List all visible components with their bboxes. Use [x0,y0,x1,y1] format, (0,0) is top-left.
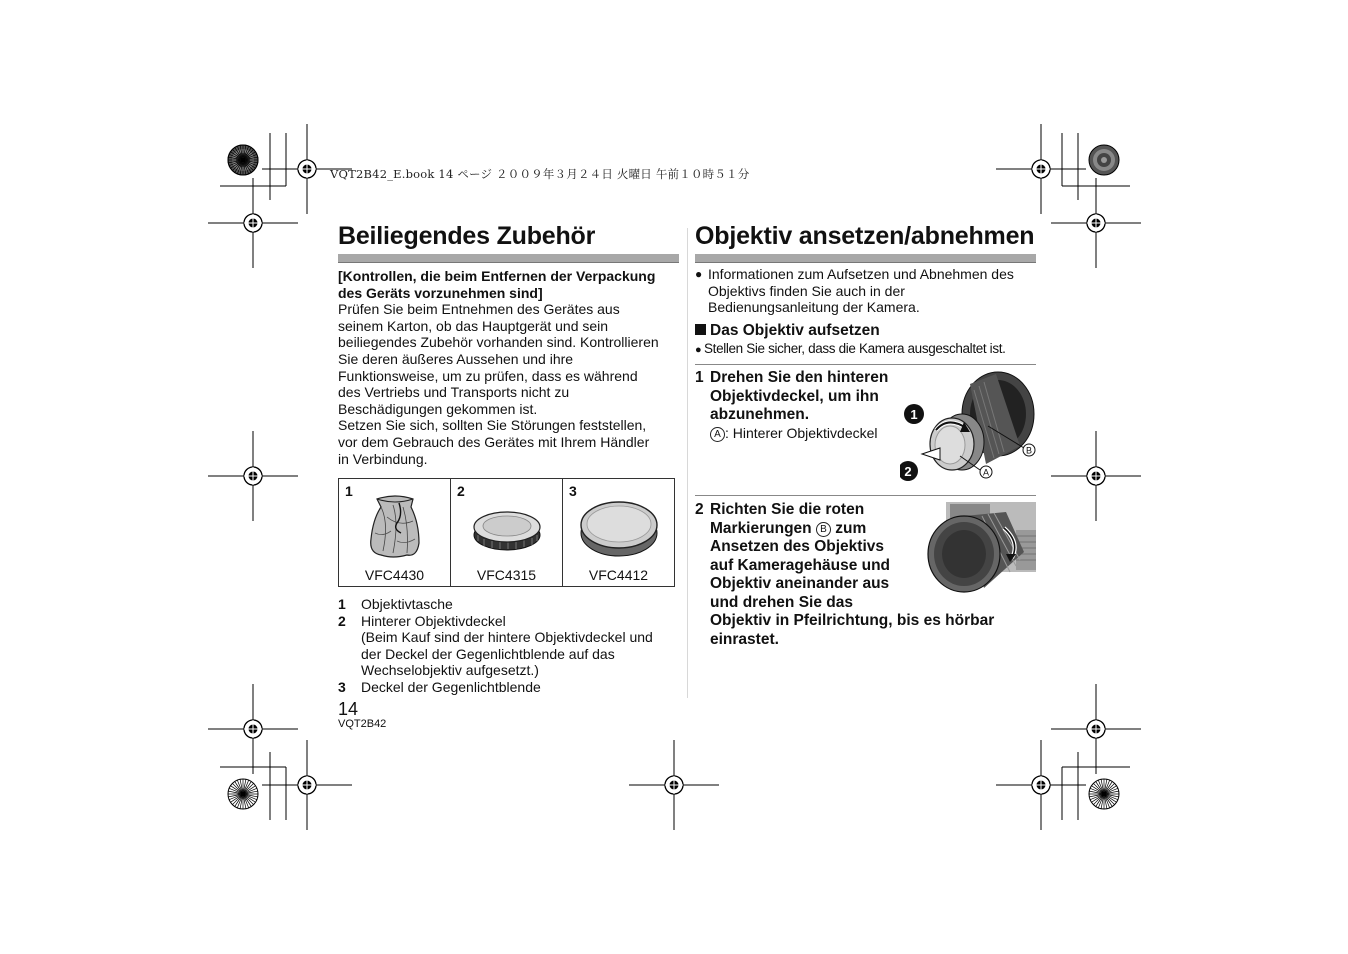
accessory-cell [339,479,451,587]
intro-heading-line-2: des Geräts vorzunehmen sind] [338,284,543,301]
step-number: 1 [695,369,704,386]
accessory-cell [451,479,563,587]
intro-line: vor dem Gebrauch des Gerätes mit Ihrem Händler [338,433,650,450]
figure-callout-letter: A [982,467,990,478]
step-number: 2 [695,501,704,518]
lens-mount-figure [920,502,1036,598]
step-line: Drehen Sie den hinteren [710,369,889,386]
list-item [338,662,683,679]
doc-code: VQT2B42 [338,718,387,730]
list-text: der Deckel der Gegenlichtblende auf das [361,645,615,662]
list-item [338,613,683,630]
step-line: und drehen Sie das [710,593,853,611]
accessory-number: 3 [569,483,577,499]
step-line: Objektiv aneinander aus [710,575,890,592]
step-line: auf Kameragehäuse und [710,556,891,574]
intro-line: Beschädigungen gekommen ist. [338,400,538,417]
intro-line: Funktionsweise, um zu prüfen, dass es während [338,367,638,384]
accessory-cell [563,479,675,587]
list-item [338,629,683,646]
accessory-number: 1 [345,483,353,499]
bullet-icon: ● [695,267,703,281]
column-divider [687,228,688,698]
bullet-line: Objektivs finden Sie auch in der [708,282,905,299]
lens-hood-cap-icon [578,497,660,559]
figure-callout-letter: B [1025,445,1033,456]
step-1-note [710,425,878,442]
step-separator [695,495,1036,496]
info-bullet [695,266,1040,316]
intro-line: seinem Karton, ob das Hauptgerät und sein [338,317,609,334]
rear-lens-cap-icon [472,505,542,553]
print-header: VQT2B42_E.book 14 ページ ２００９年３月２４日 火曜日 午前１０時５１分 [330,167,750,181]
list-item [338,646,683,663]
accessory-table [338,478,675,587]
accessory-list [338,596,683,696]
step-line: Objektivdeckel, um ihn [710,387,879,405]
intro-heading-line-1: [Kontrollen, die beim Entfernen der Verpackung [338,268,656,284]
step-line: zum [830,519,867,537]
intro-line: Setzen Sie sich, sollten Sie Störungen feststellen, [338,417,647,434]
list-text: Hinterer Objektivdeckel [361,612,506,629]
section-note-text: Stellen Sie sicher, dass die Kamera ausgeschaltet ist. [704,341,1006,356]
step-line: Ansetzen des Objektivs [710,538,885,555]
intro-line: beiliegendes Zubehör vorhanden sind. Kontrollieren [338,334,659,351]
list-item [338,679,683,696]
lens-pouch-icon [363,493,427,561]
figure-step-label: 1 [910,407,918,422]
intro-line: in Verbindung. [338,450,428,467]
accessory-number: 2 [457,483,465,499]
callout-letter: A [710,427,725,442]
list-text: Objektivtasche [361,596,453,612]
intro-line: Prüfen Sie beim Entnehmen des Gerätes aus [338,301,620,318]
accessory-code: VFC4412 [588,567,649,583]
list-number: 3 [338,678,346,695]
right-title-bar [695,254,1036,263]
bullet-icon: ● [695,344,705,356]
bullet-line: Bedienungsanleitung der Kamera. [708,299,920,316]
intro-line: Sie deren äußeres Aussehen und ihre [338,350,574,367]
page-number: 14 [338,699,359,719]
callout-letter: B [816,522,831,537]
list-text: Wechselobjektiv aufgesetzt.) [361,662,539,679]
section-heading [695,322,1040,340]
step-line: Richten Sie die roten [710,501,865,518]
figure-step-label: 2 [904,464,912,479]
step-1 [695,369,888,425]
accessory-code: VFC4315 [476,567,537,583]
accessory-code: VFC4430 [364,567,425,583]
section-heading-text: Das Objektiv aufsetzen [710,322,880,339]
rear-cap-removal-figure [900,368,1040,486]
step-line: abzunehmen. [710,406,810,423]
step-line: Markierungen [710,519,816,537]
list-number: 2 [338,612,346,629]
right-page-title: Objektiv ansetzen/abnehmen [695,222,1035,250]
intro-line: des Vertriebs und Transports nicht zu [338,384,570,401]
bullet-line: Informationen zum Aufsetzen und Abnehmen des [708,266,1014,282]
left-title-bar [338,254,679,263]
accessory-intro [338,268,683,467]
section-note [695,341,1040,356]
step-separator [695,364,1036,365]
step-line: einrastet. [710,630,779,648]
list-text: (Beim Kauf sind der hintere Objektivdeckel und [361,629,653,646]
step-line: Objektiv in Pfeilrichtung, bis es hörbar [710,612,995,629]
list-text: Deckel der Gegenlichtblende [361,678,541,695]
list-item [338,596,683,613]
step-note-text: : Hinterer Objektivdeckel [725,425,878,441]
left-page-title: Beiliegendes Zubehör [338,222,596,250]
list-number: 1 [338,596,346,612]
square-bullet-icon [695,324,706,335]
